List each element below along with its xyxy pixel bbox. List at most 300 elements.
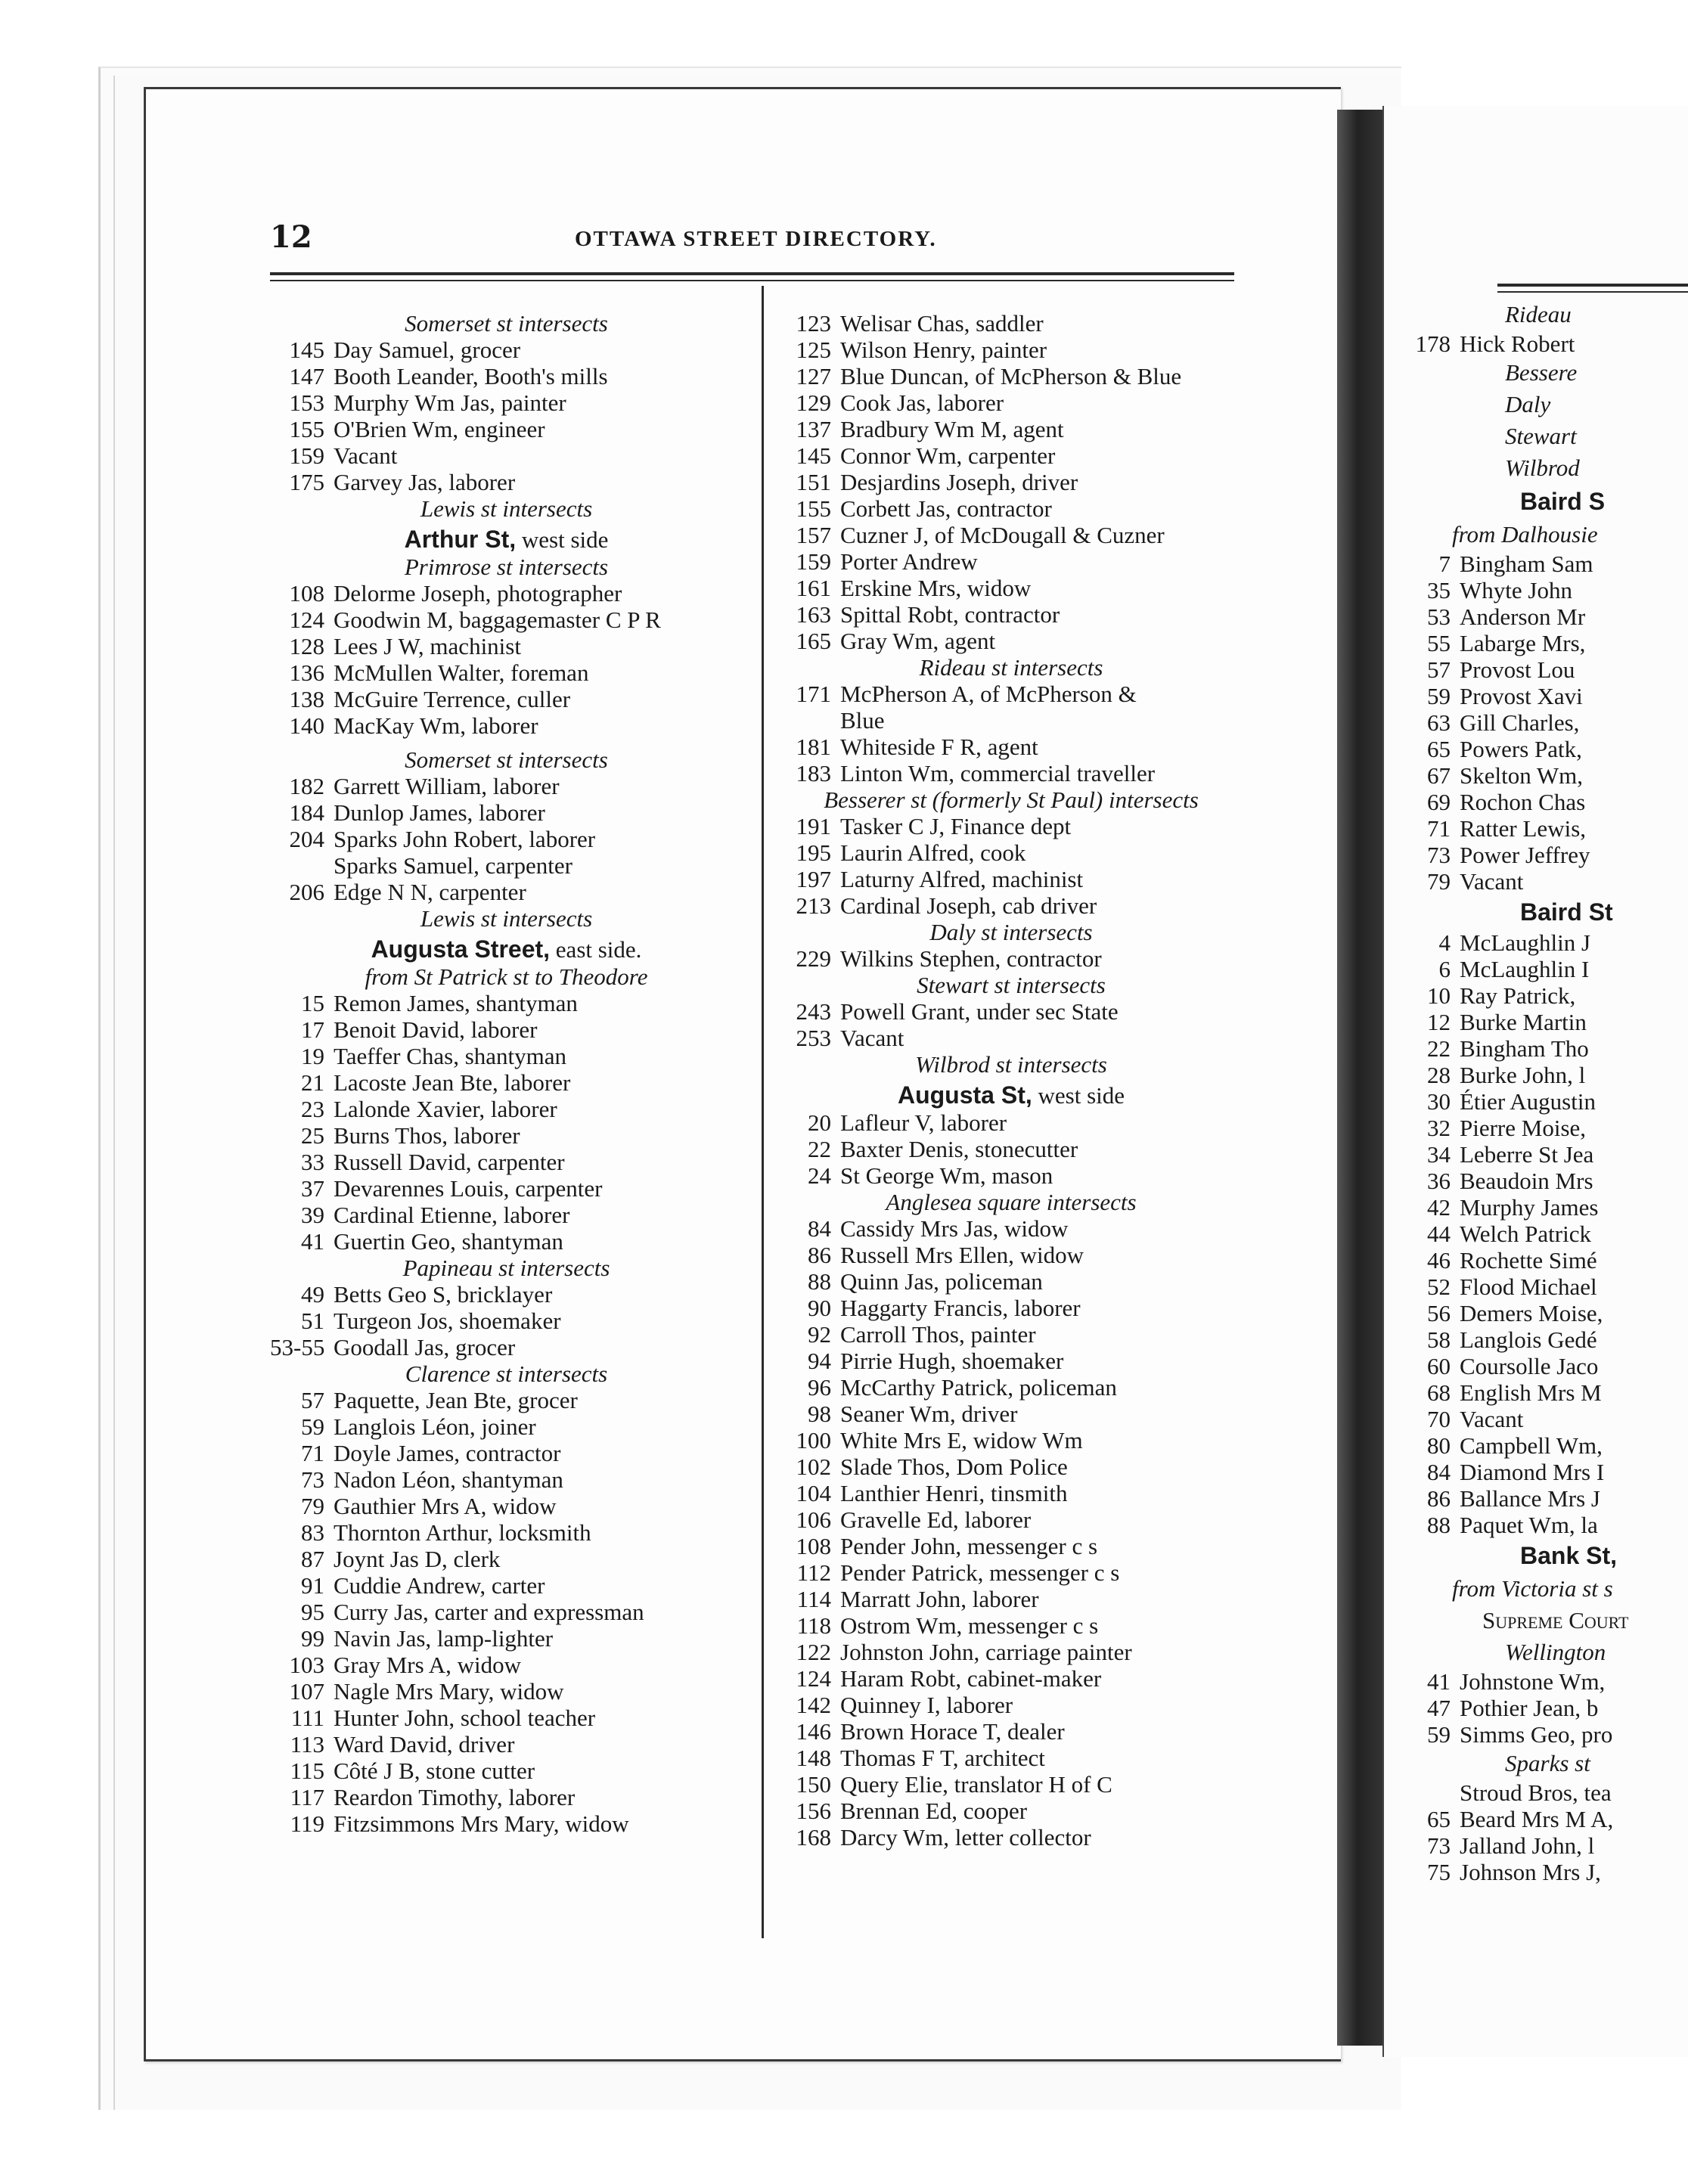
house-number: 155 — [289, 416, 324, 442]
right-page-rule-thin — [1497, 291, 1688, 293]
directory-entry — [270, 1572, 743, 1599]
resident-text: Beard Mrs M A, — [1460, 1806, 1614, 1832]
resident-text: Powell Grant, under sec State — [840, 998, 1119, 1025]
house-number: 96 — [808, 1374, 831, 1401]
directory-entry — [777, 1321, 1246, 1348]
resident-text: McMullen Walter, foreman — [334, 659, 589, 686]
resident-text: Pender Patrick, messenger c s — [840, 1559, 1120, 1586]
resident-text: Day Samuel, grocer — [334, 337, 521, 363]
resident-text: Ray Patrick, — [1460, 982, 1576, 1009]
house-number: 35 — [1427, 577, 1451, 603]
street-heading: Bank St, — [1520, 1542, 1618, 1569]
resident-text: Hick Robert — [1460, 330, 1575, 357]
directory-entry — [1384, 1432, 1688, 1459]
directory-entry — [777, 522, 1246, 548]
resident-text: Haram Robt, cabinet-maker — [840, 1665, 1102, 1692]
middle-column — [777, 310, 1246, 1851]
resident-text: Thomas F T, architect — [840, 1745, 1045, 1771]
directory-entry — [270, 389, 743, 416]
directory-entry — [1384, 577, 1688, 603]
street-name: Augusta St, — [897, 1081, 1032, 1109]
resident-text: Hunter John, school teacher — [334, 1705, 596, 1731]
house-number: 147 — [289, 363, 324, 389]
resident-text: Pothier Jean, b — [1460, 1695, 1599, 1721]
resident-text: Sparks John Robert, laborer — [334, 826, 596, 852]
house-number: 103 — [289, 1652, 324, 1678]
resident-text: McGuire Terrence, culler — [334, 686, 571, 712]
resident-text: Turgeon Jos, shoemaker — [334, 1308, 561, 1334]
house-number: 53-55 — [270, 1334, 325, 1360]
resident-text: Brennan Ed, cooper — [840, 1798, 1028, 1824]
house-number: 36 — [1427, 1168, 1451, 1194]
directory-entry — [270, 799, 743, 826]
directory-entry — [270, 633, 743, 659]
intersection-heading: Daly st intersects — [929, 919, 1093, 945]
directory-entry — [777, 866, 1246, 892]
directory-entry — [1384, 709, 1688, 736]
house-number: 102 — [796, 1453, 831, 1480]
resident-text: Marratt John, laborer — [840, 1586, 1039, 1612]
directory-entry — [777, 1136, 1246, 1162]
directory-entry — [270, 1202, 743, 1228]
resident-text: Simms Geo, pro — [1460, 1721, 1613, 1748]
resident-text: MacKay Wm, laborer — [334, 712, 538, 739]
directory-entry — [777, 1427, 1246, 1453]
house-number: 39 — [301, 1202, 324, 1228]
directory-entry — [777, 469, 1246, 495]
resident-text: Lafleur V, laborer — [840, 1109, 1007, 1136]
directory-entry — [777, 1692, 1246, 1718]
house-number: 91 — [301, 1572, 324, 1599]
directory-entry — [270, 1731, 743, 1757]
directory-entry — [777, 998, 1246, 1025]
resident-text: Skelton Wm, — [1460, 762, 1584, 789]
resident-text: Johnstone Wm, — [1460, 1668, 1606, 1695]
resident-text: Curry Jas, carter and expressman — [334, 1599, 644, 1625]
directory-entry — [1384, 1088, 1688, 1115]
house-number: 128 — [289, 633, 324, 659]
directory-entry — [270, 1810, 743, 1837]
house-number: 159 — [289, 442, 324, 469]
house-number: 30 — [1427, 1088, 1451, 1115]
directory-entry — [1384, 842, 1688, 868]
house-number: 112 — [796, 1559, 831, 1586]
resident-text: Cassidy Mrs Jas, widow — [840, 1215, 1069, 1242]
directory-entry — [777, 1798, 1246, 1824]
resident-text: Beaudoin Mrs — [1460, 1168, 1593, 1194]
house-number: 98 — [808, 1401, 831, 1427]
directory-entry — [1384, 1115, 1688, 1141]
resident-text: Delorme Joseph, photographer — [334, 580, 622, 606]
resident-text: McLaughlin J — [1460, 929, 1591, 956]
resident-text: Navin Jas, lamp-lighter — [334, 1625, 554, 1652]
intersection-heading: Wilbrod — [1505, 454, 1580, 481]
directory-entry — [270, 1334, 743, 1360]
house-number: 113 — [290, 1731, 324, 1757]
resident-text: Vacant — [334, 442, 398, 469]
directory-entry — [1384, 789, 1688, 815]
house-number: 92 — [808, 1321, 831, 1348]
directory-entry — [270, 1599, 743, 1625]
directory-entry — [777, 1612, 1246, 1639]
resident-text: Demers Moise, — [1460, 1300, 1603, 1326]
directory-entry — [1384, 1247, 1688, 1273]
house-number: 163 — [796, 601, 831, 628]
directory-entry — [270, 1096, 743, 1122]
house-number: 181 — [796, 734, 831, 760]
directory-entry — [777, 1480, 1246, 1506]
directory-entry — [1384, 1168, 1688, 1194]
intersection-heading: Clarence st intersects — [405, 1360, 608, 1387]
directory-entry — [1384, 1695, 1688, 1721]
house-number: 165 — [796, 628, 831, 654]
resident-text: Bingham Sam — [1460, 551, 1593, 577]
directory-entry — [270, 1175, 743, 1202]
directory-entry — [1384, 1512, 1688, 1538]
house-number: 33 — [301, 1149, 324, 1175]
house-number: 7 — [1438, 551, 1451, 577]
resident-text: Joynt Jas D, clerk — [334, 1546, 501, 1572]
house-number: 22 — [808, 1136, 831, 1162]
house-number: 125 — [796, 337, 831, 363]
resident-text: Labarge Mrs, — [1460, 630, 1586, 656]
resident-text: Russell David, carpenter — [334, 1149, 565, 1175]
resident-text: Remon James, shantyman — [334, 990, 578, 1016]
directory-entry — [777, 1533, 1246, 1559]
house-number: 73 — [1427, 842, 1451, 868]
resident-text: Paquette, Jean Bte, grocer — [334, 1387, 578, 1413]
directory-entry — [270, 580, 743, 606]
directory-entry — [270, 1228, 743, 1255]
house-number: 79 — [1427, 868, 1451, 895]
resident-text: Welisar Chas, saddler — [840, 310, 1044, 337]
directory-entry — [270, 879, 743, 905]
directory-entry — [777, 1242, 1246, 1268]
resident-text: Murphy Wm Jas, painter — [334, 389, 566, 416]
directory-entry — [777, 1215, 1246, 1242]
directory-entry — [777, 1295, 1246, 1321]
resident-text: Laurin Alfred, cook — [840, 839, 1026, 866]
directory-entry — [1384, 1273, 1688, 1300]
house-number: 63 — [1427, 709, 1451, 736]
directory-entry — [777, 1109, 1246, 1136]
intersection-heading: from Dalhousie — [1452, 521, 1598, 548]
house-number: 59 — [1427, 683, 1451, 709]
directory-entry — [1384, 1009, 1688, 1035]
directory-entry — [1384, 630, 1688, 656]
directory-entry — [270, 1678, 743, 1705]
left-column — [270, 310, 743, 1837]
resident-text: Whiteside F R, agent — [840, 734, 1038, 760]
intersection-heading: Somerset st intersects — [405, 310, 608, 337]
directory-entry — [777, 575, 1246, 601]
directory-entry — [1384, 1859, 1688, 1885]
intersection-heading: Stewart — [1505, 423, 1577, 449]
directory-entry — [1384, 1035, 1688, 1062]
house-number — [270, 852, 334, 879]
house-number: 156 — [796, 1798, 831, 1824]
intersection-heading: Anglesea square intersects — [886, 1189, 1137, 1215]
house-number: 57 — [1427, 656, 1451, 683]
resident-text: Cardinal Etienne, laborer — [334, 1202, 570, 1228]
directory-entry — [777, 1745, 1246, 1771]
resident-text: Pierre Moise, — [1460, 1115, 1587, 1141]
resident-text: Dunlop James, laborer — [334, 799, 545, 826]
resident-text: Taeffer Chas, shantyman — [334, 1043, 567, 1069]
resident-text: Pirrie Hugh, shoemaker — [840, 1348, 1064, 1374]
directory-entry — [777, 601, 1246, 628]
house-number: 4 — [1438, 929, 1451, 956]
house-number: 178 — [1415, 330, 1451, 357]
resident-text: Ostrom Wm, messenger c s — [840, 1612, 1099, 1639]
intersection-heading: Sparks st — [1505, 1750, 1590, 1776]
directory-entry — [1384, 1221, 1688, 1247]
house-number: 118 — [796, 1612, 831, 1639]
resident-text: Porter Andrew — [840, 548, 978, 575]
street-side: east side. — [550, 936, 642, 963]
resident-text: Cuzner J, of McDougall & Cuzner — [840, 522, 1165, 548]
house-number: 140 — [289, 712, 324, 739]
resident-text: Diamond Mrs I — [1460, 1459, 1605, 1485]
directory-entry — [1384, 929, 1688, 956]
house-number: 213 — [796, 892, 831, 919]
house-number: 59 — [301, 1413, 324, 1440]
resident-text: Haggarty Francis, laborer — [840, 1295, 1081, 1321]
house-number: 21 — [301, 1069, 324, 1096]
house-number: 75 — [1427, 1859, 1451, 1885]
house-number: 23 — [301, 1096, 324, 1122]
intersection-heading: Stewart st intersects — [917, 972, 1106, 998]
house-number: 168 — [796, 1824, 831, 1851]
house-number: 80 — [1427, 1432, 1451, 1459]
resident-text: Reardon Timothy, laborer — [334, 1784, 576, 1810]
house-number: 25 — [301, 1122, 324, 1149]
resident-text: Wilson Henry, painter — [840, 337, 1047, 363]
directory-entry — [270, 1122, 743, 1149]
resident-text: Jalland John, l — [1460, 1832, 1595, 1859]
house-number: 123 — [796, 310, 831, 337]
directory-entry — [1384, 1062, 1688, 1088]
book-gutter — [1337, 110, 1382, 2046]
resident-text: Pender John, messenger c s — [840, 1533, 1098, 1559]
resident-text: White Mrs E, widow Wm — [840, 1427, 1083, 1453]
resident-text: Bradbury Wm M, agent — [840, 416, 1064, 442]
directory-entry — [777, 1718, 1246, 1745]
directory-entry — [270, 1069, 743, 1096]
resident-text: Ward David, driver — [334, 1731, 515, 1757]
resident-text: Provost Xavi — [1460, 683, 1583, 709]
resident-text: Vacant — [1460, 868, 1524, 895]
house-number: 122 — [796, 1639, 831, 1665]
house-number: 86 — [808, 1242, 831, 1268]
resident-text: Langlois Gedé — [1460, 1326, 1597, 1353]
directory-entry — [777, 1162, 1246, 1189]
house-number: 53 — [1427, 603, 1451, 630]
resident-text: Gray Mrs A, widow — [334, 1652, 521, 1678]
house-number: 47 — [1427, 1695, 1451, 1721]
resident-text: Tasker C J, Finance dept — [840, 813, 1072, 839]
house-number: 60 — [1427, 1353, 1451, 1379]
resident-text: Provost Lou — [1460, 656, 1575, 683]
house-number: 114 — [796, 1586, 831, 1612]
house-number: 68 — [1427, 1379, 1451, 1406]
resident-text: Power Jeffrey — [1460, 842, 1590, 868]
street-name: Arthur St, — [404, 526, 517, 553]
intersection-heading: Supreme Court — [1482, 1607, 1629, 1633]
resident-text: Johnson Mrs J, — [1460, 1859, 1601, 1885]
resident-text: Corbett Jas, contractor — [840, 495, 1052, 522]
directory-entry — [270, 1387, 743, 1413]
directory-entry — [777, 548, 1246, 575]
house-number: 182 — [289, 773, 324, 799]
house-number: 108 — [289, 580, 324, 606]
directory-entry — [777, 495, 1246, 522]
directory-entry — [270, 1757, 743, 1784]
house-number: 41 — [301, 1228, 324, 1255]
house-number: 137 — [796, 416, 831, 442]
house-number: 150 — [796, 1771, 831, 1798]
house-number: 253 — [796, 1025, 831, 1051]
resident-text: Burke Martin — [1460, 1009, 1587, 1035]
house-number: 119 — [290, 1810, 324, 1837]
directory-entry — [777, 760, 1246, 786]
resident-text: Cuddie Andrew, carter — [334, 1572, 545, 1599]
directory-entry — [777, 1348, 1246, 1374]
resident-text: Sparks Samuel, carpenter — [334, 852, 572, 879]
resident-text: Powers Patk, — [1460, 736, 1582, 762]
header-rule-thin — [270, 280, 1234, 281]
intersection-heading: Wellington — [1505, 1639, 1606, 1665]
house-number: 104 — [796, 1480, 831, 1506]
house-number: 204 — [289, 826, 324, 852]
resident-text: Rochon Chas — [1460, 789, 1586, 815]
resident-text: Flood Michael — [1460, 1273, 1597, 1300]
directory-entry — [270, 1625, 743, 1652]
directory-entry — [1384, 1721, 1688, 1748]
header-rule-thick — [270, 272, 1234, 275]
directory-entry — [1384, 815, 1688, 842]
resident-text: Ratter Lewis, — [1460, 815, 1587, 842]
resident-text: Bingham Tho — [1460, 1035, 1589, 1062]
directory-entry — [270, 606, 743, 633]
house-number: 145 — [289, 337, 324, 363]
house-number: 142 — [796, 1692, 831, 1718]
street-heading — [270, 932, 743, 963]
directory-entry — [777, 1559, 1246, 1586]
house-number: 146 — [796, 1718, 831, 1745]
directory-entry — [1384, 603, 1688, 630]
directory-entry — [777, 1824, 1246, 1851]
intersection-heading: from St Patrick st to Theodore — [365, 963, 648, 990]
resident-text: Darcy Wm, letter collector — [840, 1824, 1091, 1851]
resident-text: Lalonde Xavier, laborer — [334, 1096, 557, 1122]
directory-entry — [270, 1784, 743, 1810]
house-number: 145 — [796, 442, 831, 469]
resident-text: Desjardins Joseph, driver — [840, 469, 1078, 495]
resident-text: Spittal Robt, contractor — [840, 601, 1060, 628]
house-number: 171 — [796, 681, 831, 707]
resident-text: O'Brien Wm, engineer — [334, 416, 545, 442]
resident-text: Burke John, l — [1460, 1062, 1586, 1088]
directory-entry — [270, 1705, 743, 1731]
house-number: 42 — [1427, 1194, 1451, 1221]
directory-entry — [270, 826, 743, 852]
house-number: 129 — [796, 389, 831, 416]
resident-text: Quinn Jas, policeman — [840, 1268, 1043, 1295]
house-number: 88 — [808, 1268, 831, 1295]
resident-text: Welch Patrick — [1460, 1221, 1591, 1247]
resident-text: Lanthier Henri, tinsmith — [840, 1480, 1068, 1506]
house-number: 136 — [289, 659, 324, 686]
house-number: 34 — [1427, 1141, 1451, 1168]
directory-entry — [270, 1652, 743, 1678]
directory-entry — [777, 1506, 1246, 1533]
directory-entry — [270, 442, 743, 469]
right-page-column — [1384, 299, 1688, 1885]
directory-entry — [270, 1466, 743, 1493]
resident-text: Gauthier Mrs A, widow — [334, 1493, 557, 1519]
house-number: 65 — [1427, 1806, 1451, 1832]
house-number: 70 — [1427, 1406, 1451, 1432]
directory-entry — [270, 469, 743, 495]
intersection-heading: Papineau st intersects — [402, 1255, 610, 1281]
house-number: 51 — [301, 1308, 324, 1334]
resident-text: Murphy James — [1460, 1194, 1599, 1221]
directory-entry — [777, 363, 1246, 389]
house-number: 88 — [1427, 1512, 1451, 1538]
directory-entry — [270, 1308, 743, 1334]
house-number: 95 — [301, 1599, 324, 1625]
intersection-heading: from Victoria st s — [1452, 1575, 1613, 1602]
house-number: 20 — [808, 1109, 831, 1136]
directory-entry — [1384, 762, 1688, 789]
house-number: 229 — [796, 945, 831, 972]
directory-entry — [777, 628, 1246, 654]
resident-text: Baxter Denis, stonecutter — [840, 1136, 1078, 1162]
house-number: 52 — [1427, 1273, 1451, 1300]
directory-entry — [1384, 683, 1688, 709]
resident-text: McLaughlin I — [1460, 956, 1590, 982]
resident-text: Cook Jas, laborer — [840, 389, 1004, 416]
directory-entry — [270, 990, 743, 1016]
intersection-heading: Lewis st intersects — [420, 905, 593, 932]
directory-entry — [1384, 656, 1688, 683]
intersection-heading: Rideau — [1505, 301, 1572, 327]
directory-entry — [1384, 1779, 1688, 1806]
intersection-heading: Daly — [1505, 391, 1551, 417]
street-heading: Baird S — [1520, 488, 1606, 515]
intersection-heading: Somerset st intersects — [405, 746, 608, 773]
house-number: 155 — [796, 495, 831, 522]
directory-entry — [777, 1453, 1246, 1480]
directory-entry — [270, 1546, 743, 1572]
intersection-heading: Besserer st (formerly St Paul) intersects — [824, 786, 1199, 813]
house-number: 153 — [289, 389, 324, 416]
house-number: 195 — [796, 839, 831, 866]
directory-entry — [1384, 868, 1688, 895]
resident-text: Erskine Mrs, widow — [840, 575, 1032, 601]
house-number: 12 — [1427, 1009, 1451, 1035]
directory-entry — [270, 1440, 743, 1466]
resident-text: Stroud Bros, tea — [1460, 1779, 1612, 1806]
house-number: 90 — [808, 1295, 831, 1321]
resident-text: English Mrs M — [1460, 1379, 1602, 1406]
resident-text: Paquet Wm, la — [1460, 1512, 1598, 1538]
directory-entry — [1384, 736, 1688, 762]
directory-entry — [777, 734, 1246, 760]
resident-text: Gill Charles, — [1460, 709, 1580, 736]
directory-entry — [777, 1401, 1246, 1427]
